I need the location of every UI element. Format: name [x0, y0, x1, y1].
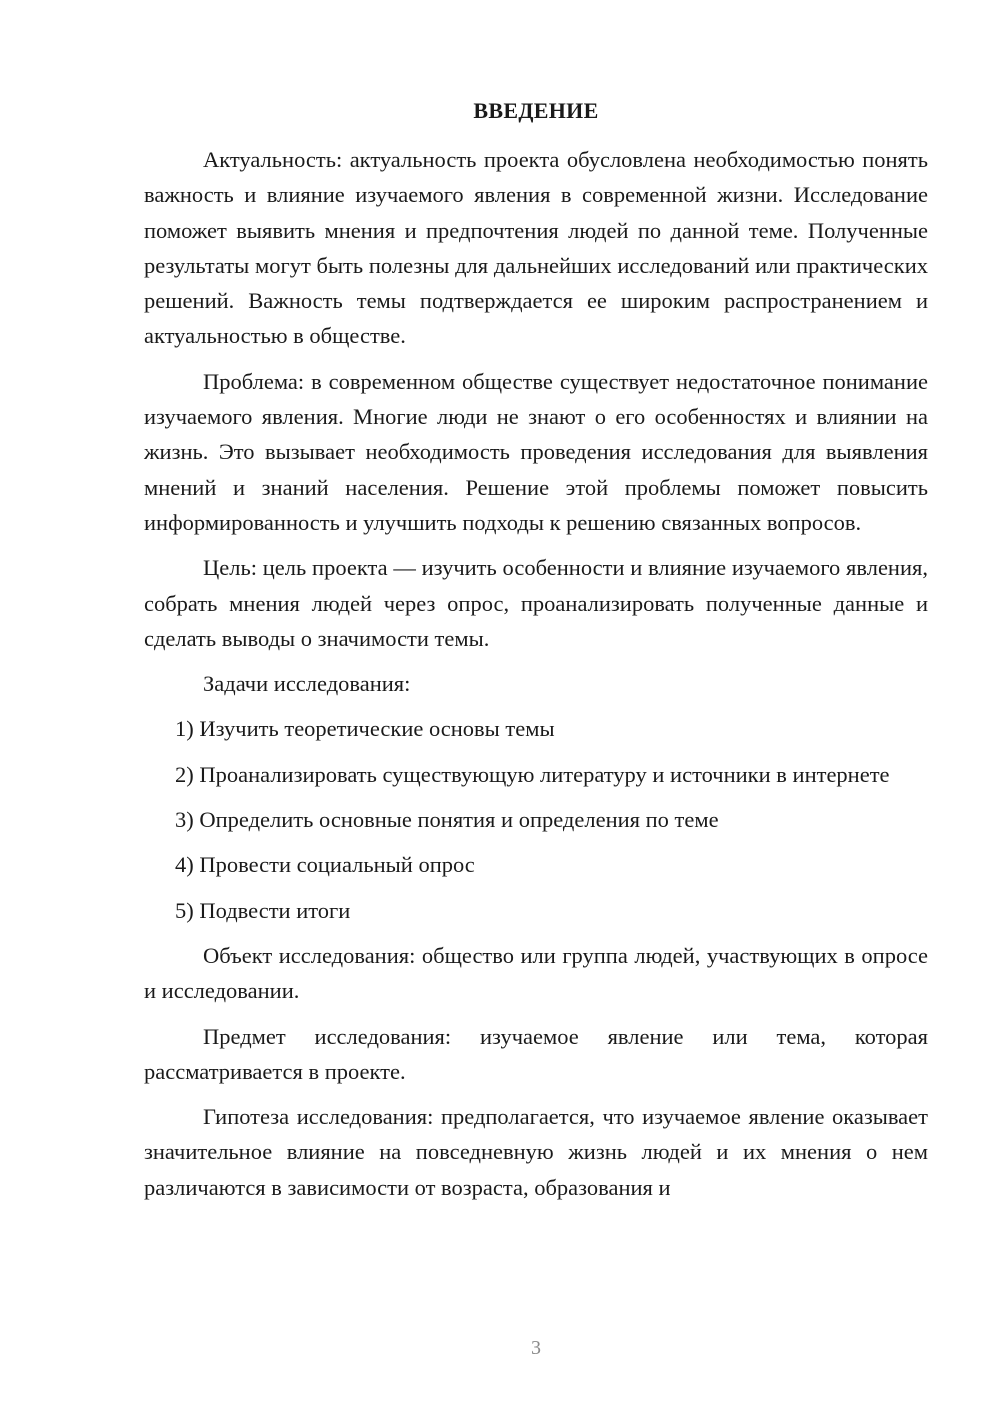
page-number: 3 [531, 1337, 541, 1359]
relevance-paragraph: Актуальность: актуальность проекта обусловлена необходимостью понять важность и влияние изучаемого явления в современной жизни. Исследование поможет выявить мнения и предпочтения людей по данной теме. Полученные результаты могут быть полезны для дальнейших исследований или практических решений. Важность темы подтверждается ее широким распространением и актуальностью в обществе. [144, 147, 928, 349]
object-paragraph: Объект исследования: общество или группа людей, участвующих в опросе и исследовании. [144, 942, 928, 1004]
subject-paragraph: Предмет исследования: изучаемое явление или тема, которая рассматривается в проекте. [144, 1023, 928, 1084]
task-item: 1) Изучить теоретические основы темы [175, 716, 555, 742]
document-body [144, 142, 928, 1215]
problem-paragraph: Проблема: в современном обществе существует недостаточное понимание изучаемого явления. Многие люди не знают о его особенностях и влиянии на жизнь. Это вызывает необходимость проведения исследования для выявления мнений и знаний населения. Решение этой проблемы поможет повысить информированность и улучшить подходы к решению связанных вопросов. [144, 368, 928, 535]
tasks-heading: Задачи исследования: [203, 671, 411, 697]
task-item: 4) Провести социальный опрос [175, 852, 475, 878]
task-item: 2) Проанализировать существующую литературу и источники в интернете [175, 761, 890, 787]
task-item: 3) Определить основные понятия и определения по теме [175, 807, 719, 833]
task-item: 5) Подвести итоги [175, 897, 351, 923]
page-title: ВВЕДЕНИЕ [473, 98, 599, 123]
goal-paragraph: Цель: цель проекта — изучить особенности и влияние изучаемого явления, собрать мнения людей через опрос, проанализировать полученные данные и сделать выводы о значимости темы. [144, 555, 928, 651]
hypothesis-paragraph: Гипотеза исследования: предполагается, что изучаемое явление оказывает значительное влияние на повседневную жизнь людей и их мнения о нем различаются в зависимости от возраста, образования и [144, 1104, 928, 1200]
